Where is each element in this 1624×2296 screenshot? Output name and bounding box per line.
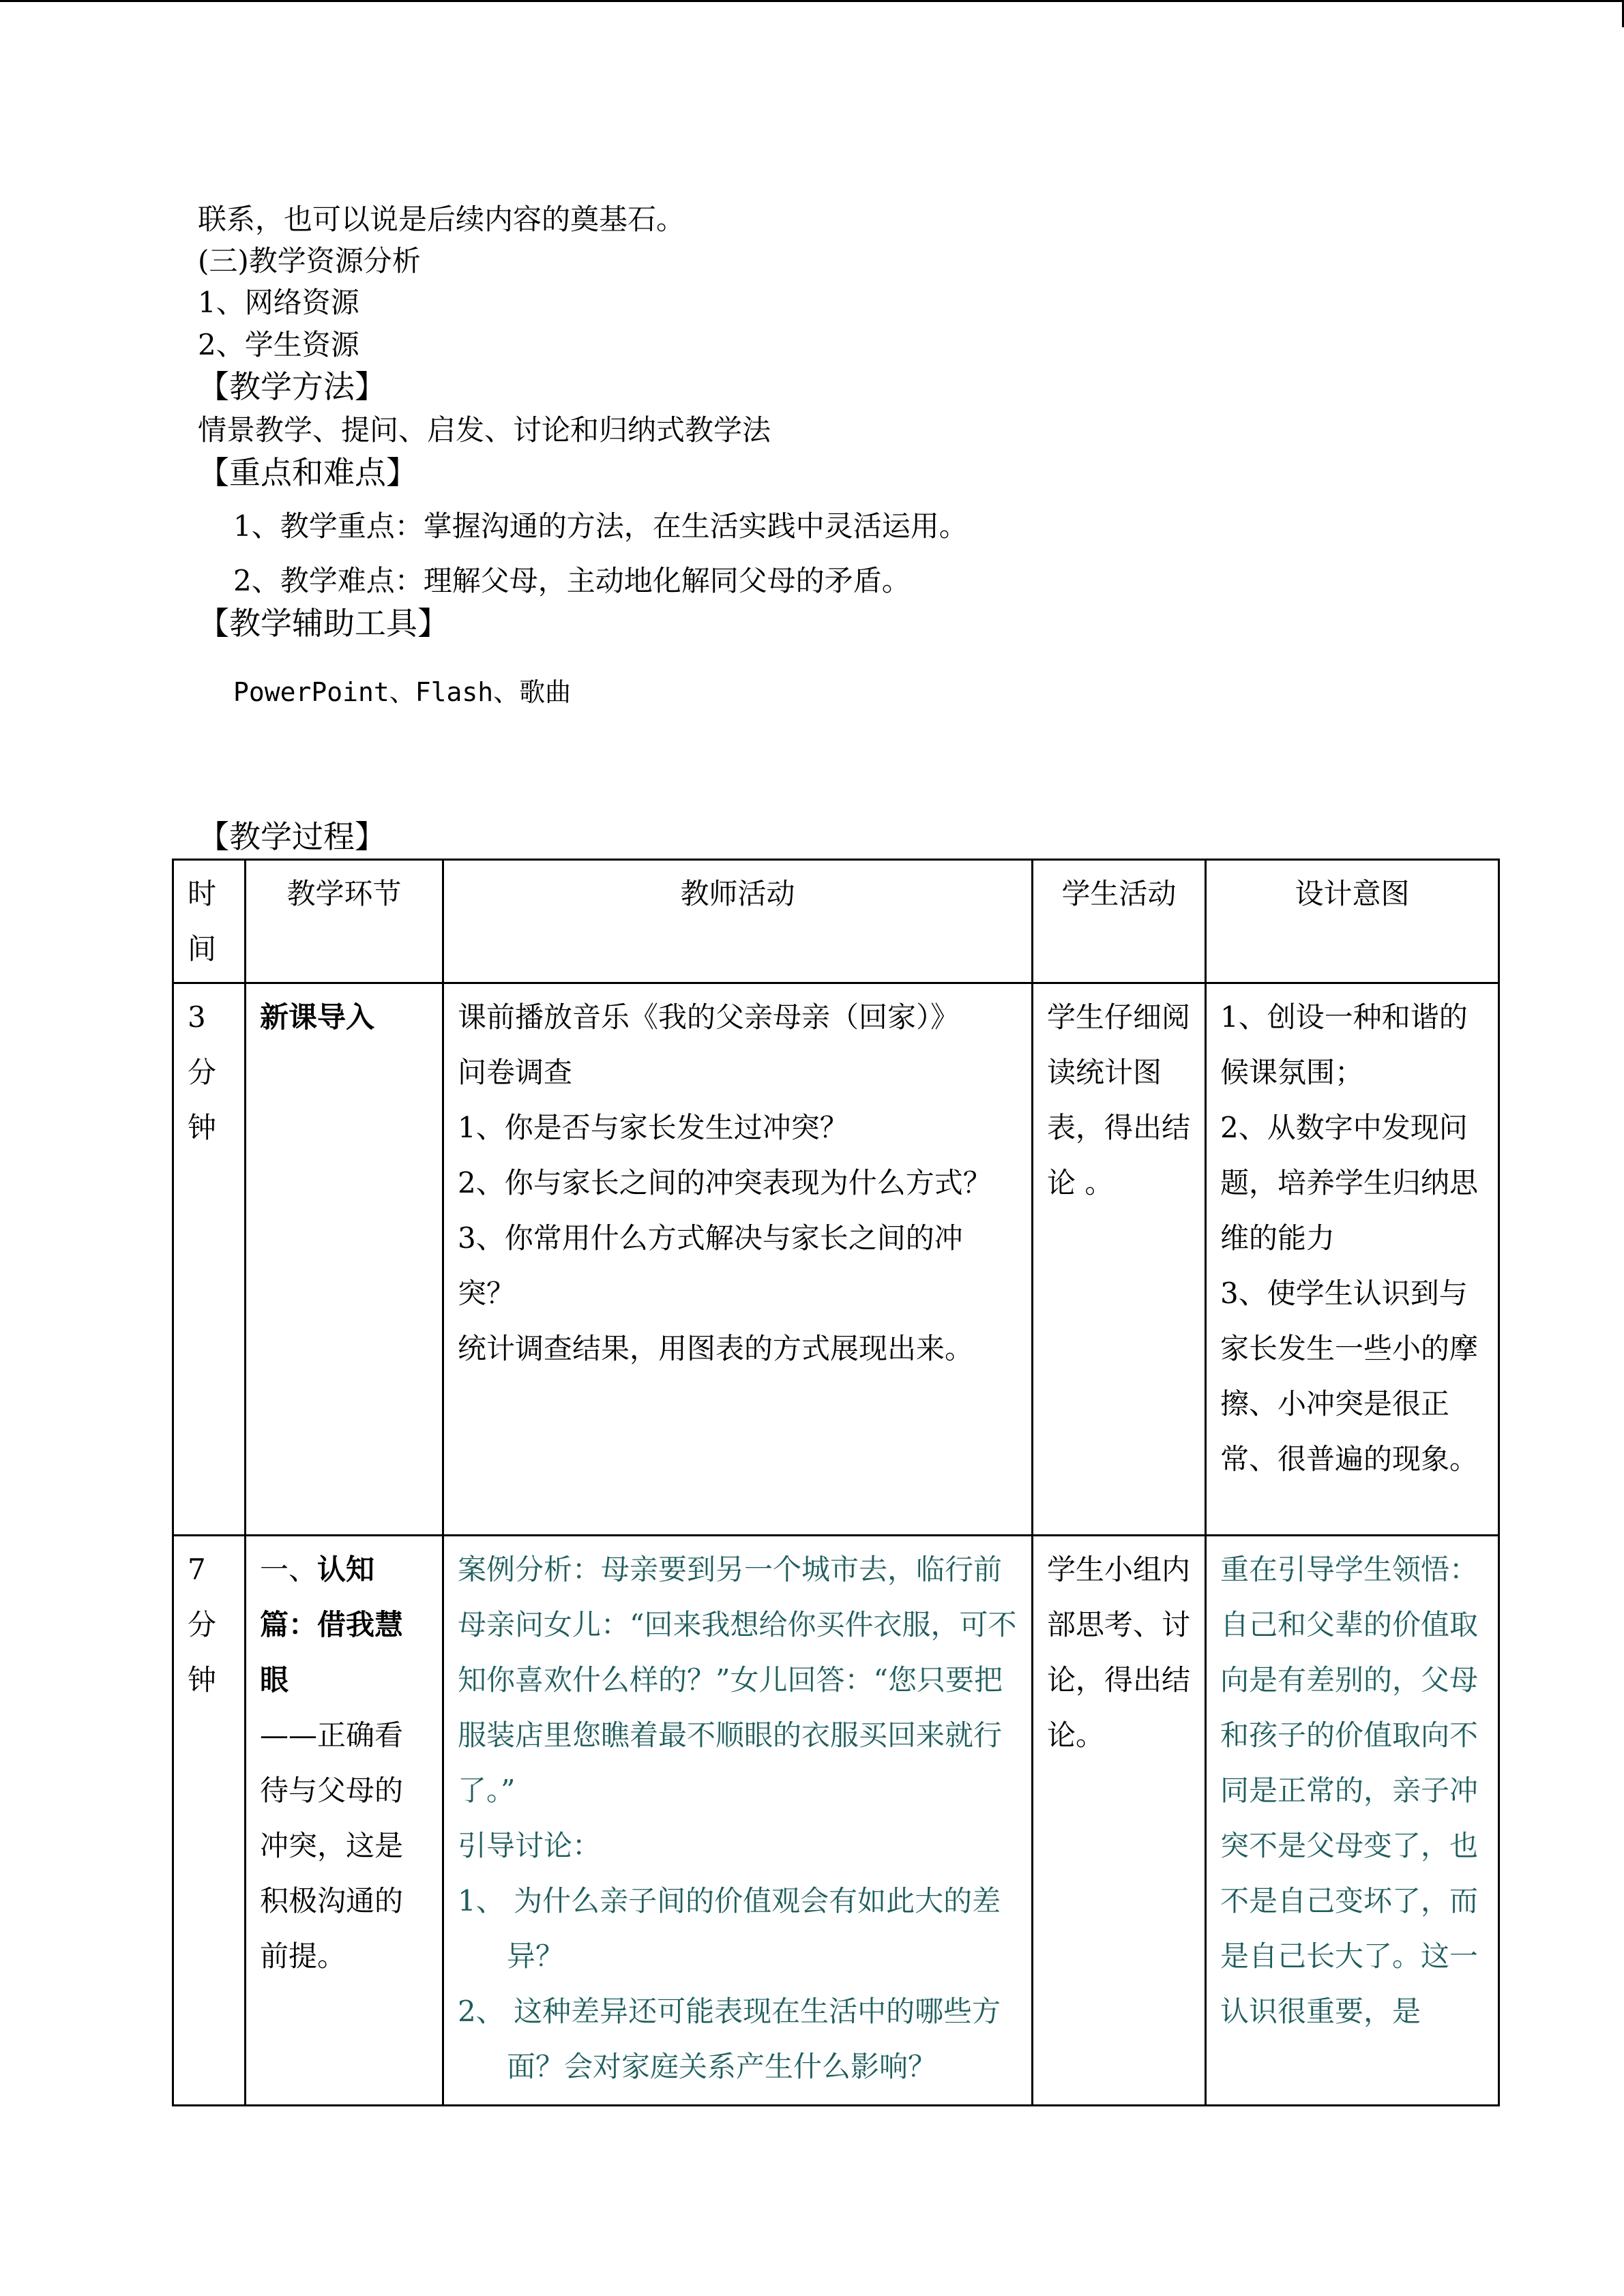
- resource-item-network: 1、网络资源: [198, 286, 359, 319]
- header-intent: 设计意图: [1206, 860, 1499, 983]
- key-point-2: 2、教学难点：理解父母，主动地化解同父母的矛盾。: [233, 564, 911, 597]
- table-header-row: [173, 860, 1499, 983]
- header-student: 学生活动: [1033, 860, 1206, 983]
- row2-stage: 一、认知篇：借我慧眼 ——正确看待与父母的冲突，这是积极沟通的前提。: [246, 1536, 443, 2106]
- resources-heading: (三)教学资源分析: [198, 244, 421, 278]
- key-point-1: 1、教学重点：掌握沟通的方法，在生活实践中灵活运用。: [233, 509, 968, 543]
- tools-text: PowerPoint、Flash、歌曲: [233, 677, 572, 707]
- key-points-heading: 【重点和难点】: [198, 454, 417, 491]
- resource-item-students: 2、学生资源: [198, 328, 359, 361]
- row2-design-intent: 重在引导学生领悟：自己和父辈的价值取向是有差别的，父母和孩子的价值取向不同是正常的，亲子冲突不是父母变了，也不是自己变坏了，而是自己长大了。这一认识很重要，是: [1206, 1536, 1499, 2106]
- row1-design-intent: 1、创设一种和谐的候课氛围； 2、从数字中发现问题，培养学生归纳思维的能力 3、使学生认识到与家长发生一些小的摩擦、小冲突是很正常、很普遍的现象。: [1206, 983, 1499, 1536]
- intro-line: 联系，也可以说是后续内容的奠基石。: [198, 203, 685, 236]
- methods-heading: 【教学方法】: [198, 368, 386, 405]
- methods-text: 情景教学、提问、启发、讨论和归纳式教学法: [198, 413, 771, 447]
- header-stage: 教学环节: [246, 860, 443, 983]
- header-time: 时 间: [173, 860, 246, 983]
- row1-stage: 新课导入: [246, 983, 443, 1536]
- row2-student-activity: 学生小组内部思考、讨论，得出结论。: [1033, 1536, 1206, 2106]
- process-heading: 【教学过程】: [198, 818, 386, 855]
- row1-teacher-activity: 课前播放音乐《我的父亲母亲（回家）》 问卷调查 1、你是否与家长发生过冲突？ 2、你与家长之间的冲突表现为什么方式？ 3、你常用什么方式解决与家长之间的冲突？ 统计调查结果，用图表的方式展现出来。: [443, 983, 1033, 1536]
- row2-teacher-activity: 案例分析：母亲要到另一个城市去，临行前母亲问女儿：“回来我想给你买件衣服，可不知你喜欢什么样的？”女儿回答：“您只要把服装店里您瞧着最不顺眼的衣服买回来就行了。” 引导讨论： 1、 为什么亲子间的价值观会有如此大的差异？ 2、 这种差异还可能表现在生活中的哪些方面？会对家庭关系产生什么影响？: [443, 1536, 1033, 2106]
- row1-student-activity: 学生仔细阅读统计图表，得出结论 。: [1033, 983, 1206, 1536]
- header-teacher: 教师活动: [443, 860, 1033, 983]
- tools-heading: 【教学辅助工具】: [198, 605, 449, 642]
- page-top-border: [0, 0, 1624, 2]
- row2-time: 7 分 钟: [173, 1536, 246, 2106]
- teaching-process-table: [172, 859, 1500, 2106]
- table-row: [173, 983, 1499, 1536]
- row1-time: 3 分 钟: [173, 983, 246, 1536]
- table-row: [173, 1536, 1499, 2106]
